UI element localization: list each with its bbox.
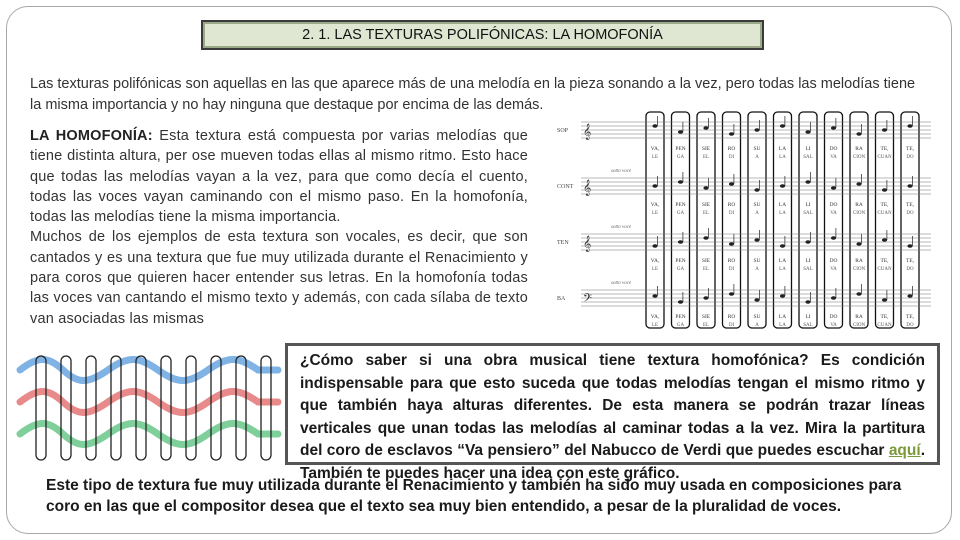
score-vertical-box bbox=[672, 112, 690, 328]
voice-label: BA bbox=[557, 296, 566, 302]
note-head bbox=[907, 184, 912, 188]
homophony-callout bbox=[285, 343, 940, 482]
music-score-image bbox=[555, 104, 935, 330]
lyric-syllable: EL bbox=[702, 323, 710, 328]
lyric-syllable: DO bbox=[906, 211, 914, 216]
note-head bbox=[882, 128, 887, 132]
note-head bbox=[907, 294, 912, 298]
lyric-syllable: VA bbox=[830, 267, 837, 272]
lyric-syllable: SIE bbox=[701, 314, 711, 320]
lyric-syllable: RA bbox=[855, 314, 863, 320]
clef-icon: 𝄞 bbox=[583, 236, 592, 252]
lyric-syllable: GA bbox=[676, 211, 685, 216]
lyric-syllable: LA bbox=[778, 258, 787, 264]
lyric-syllable: DO bbox=[906, 267, 914, 272]
lyric-syllable: SU bbox=[753, 146, 761, 152]
homofonia-heading: LA HOMOFONÍA: bbox=[30, 128, 153, 144]
lyric-syllable: LI bbox=[805, 314, 811, 320]
lyric-syllable: DI bbox=[728, 211, 735, 216]
lyric-syllable: GA bbox=[676, 155, 685, 160]
note-head bbox=[678, 240, 683, 244]
note-head bbox=[831, 186, 836, 190]
note-head bbox=[780, 244, 785, 248]
lyric-syllable: CION bbox=[852, 155, 866, 160]
homophony-wave-graphic bbox=[18, 350, 280, 468]
note-head bbox=[678, 130, 683, 134]
vertical-rhythm-lines bbox=[36, 356, 271, 460]
lyric-syllable: TE, bbox=[880, 314, 889, 320]
lyric-syllable: TE, bbox=[880, 146, 889, 152]
lyric-syllable: DO bbox=[829, 146, 838, 152]
lyric-syllable: SIE bbox=[701, 146, 711, 152]
audio-link[interactable]: aquí bbox=[888, 442, 921, 459]
lyric-syllable: LA bbox=[779, 267, 786, 272]
lyric-syllable: TE, bbox=[906, 146, 914, 152]
lyric-syllable: EL bbox=[702, 211, 710, 216]
lyric-syllable: DO bbox=[829, 258, 838, 264]
lyric-syllable: LA bbox=[779, 155, 786, 160]
lyric-syllable: RO bbox=[727, 314, 736, 320]
note-head bbox=[882, 188, 887, 192]
note-head bbox=[754, 188, 759, 192]
score-vertical-box bbox=[799, 112, 817, 328]
clef-icon: 𝄢 bbox=[583, 292, 593, 308]
lyric-syllable: SIE bbox=[701, 202, 711, 208]
note-head bbox=[805, 300, 810, 304]
lyric-syllable: LE bbox=[651, 211, 659, 216]
lyric-syllable: DO bbox=[829, 202, 838, 208]
note-head bbox=[831, 236, 836, 240]
lyric-syllable: SU bbox=[753, 314, 761, 320]
lyric-syllable: VA, bbox=[650, 146, 660, 152]
lyric-syllable: A bbox=[755, 211, 759, 216]
clef-icon: 𝄞 bbox=[583, 124, 592, 140]
note-head bbox=[729, 292, 734, 296]
note-head bbox=[780, 294, 785, 298]
note-head bbox=[703, 186, 708, 190]
slide-title-text: 2. 1. LAS TEXTURAS POLIFÓNICAS: LA HOMOFONÍA bbox=[302, 27, 663, 43]
note-head bbox=[754, 238, 759, 242]
lyric-syllable: SAL bbox=[803, 155, 813, 160]
lyric-syllable: RA bbox=[855, 258, 863, 264]
lyric-syllable: LI bbox=[805, 202, 811, 208]
lyric-syllable: TE, bbox=[906, 202, 914, 208]
tempo-mark: sotto voce bbox=[611, 169, 632, 174]
homofonia-column bbox=[30, 126, 528, 346]
note-head bbox=[831, 296, 836, 300]
lyric-syllable: DI bbox=[728, 155, 735, 160]
lyric-syllable: EL bbox=[702, 155, 710, 160]
voice-label: CONT bbox=[557, 184, 574, 190]
lyric-syllable: RO bbox=[727, 258, 736, 264]
lyric-syllable: SAL bbox=[803, 323, 813, 328]
lyric-syllable: CUAN bbox=[877, 267, 892, 272]
note-head bbox=[754, 298, 759, 302]
note-head bbox=[678, 180, 683, 184]
lyric-syllable: VA, bbox=[650, 314, 660, 320]
lyric-syllable: EL bbox=[702, 267, 710, 272]
lyric-syllable: VA bbox=[830, 211, 837, 216]
lyric-syllable: TE, bbox=[880, 258, 889, 264]
voice-label: TEN bbox=[557, 240, 569, 246]
note-head bbox=[703, 126, 708, 130]
callout-question: ¿Cómo saber si una obra musical tiene textura homofónica? bbox=[300, 352, 809, 369]
note-head bbox=[805, 180, 810, 184]
note-head bbox=[805, 240, 810, 244]
note-head bbox=[882, 238, 887, 242]
lyric-syllable: TE, bbox=[906, 314, 914, 320]
lyric-syllable: LA bbox=[779, 211, 786, 216]
lyric-syllable: SU bbox=[753, 202, 761, 208]
lyric-syllable: CION bbox=[852, 211, 866, 216]
score-vertical-box bbox=[697, 112, 715, 328]
lyric-syllable: CION bbox=[852, 323, 866, 328]
lyric-syllable: SIE bbox=[701, 258, 711, 264]
lyric-syllable: SAL bbox=[803, 267, 813, 272]
lyric-syllable: VA bbox=[830, 155, 837, 160]
note-head bbox=[678, 300, 683, 304]
lyric-syllable: CUAN bbox=[877, 155, 892, 160]
note-head bbox=[729, 242, 734, 246]
note-head bbox=[652, 244, 657, 248]
note-head bbox=[882, 298, 887, 302]
wave-line-green bbox=[20, 424, 278, 445]
voice-label: SOP bbox=[557, 128, 569, 134]
callout-text-2: . También te puedes hacer una idea con este gráfico. bbox=[300, 442, 925, 482]
lyric-syllable: PEN bbox=[675, 202, 686, 208]
note-head bbox=[652, 124, 657, 128]
tempo-mark: sotto voce bbox=[611, 281, 632, 286]
note-head bbox=[780, 124, 785, 128]
wave-line-blue bbox=[20, 360, 278, 381]
lyric-syllable: CION bbox=[852, 267, 866, 272]
lyric-syllable: A bbox=[755, 323, 759, 328]
lyric-syllable: GA bbox=[676, 323, 685, 328]
score-vertical-box bbox=[748, 112, 766, 328]
lyric-syllable: LA bbox=[778, 146, 787, 152]
lyric-syllable: LI bbox=[805, 258, 811, 264]
note-head bbox=[729, 132, 734, 136]
lyric-syllable: LE bbox=[651, 267, 659, 272]
note-head bbox=[856, 292, 861, 296]
slide-title bbox=[201, 20, 764, 50]
lyric-syllable: RO bbox=[727, 202, 736, 208]
lyric-syllable: LE bbox=[651, 155, 659, 160]
lyric-syllable: PEN bbox=[675, 314, 686, 320]
lyric-syllable: RO bbox=[727, 146, 736, 152]
lyric-syllable: PEN bbox=[675, 146, 686, 152]
note-head bbox=[652, 184, 657, 188]
lyric-syllable: TE, bbox=[880, 202, 889, 208]
note-head bbox=[831, 126, 836, 130]
lyric-syllable: VA, bbox=[650, 202, 660, 208]
tempo-mark: sotto voce bbox=[611, 225, 632, 230]
lyric-syllable: CUAN bbox=[877, 211, 892, 216]
lyric-syllable: DI bbox=[728, 267, 735, 272]
lyric-syllable: DO bbox=[906, 323, 914, 328]
lyric-syllable: A bbox=[755, 155, 759, 160]
lyric-syllable: DO bbox=[829, 314, 838, 320]
note-head bbox=[703, 236, 708, 240]
homofonia-paragraph-1 bbox=[30, 126, 528, 227]
note-head bbox=[907, 244, 912, 248]
score-vertical-box bbox=[825, 112, 843, 328]
lyric-syllable: RA bbox=[855, 202, 863, 208]
lyric-syllable: SU bbox=[753, 258, 761, 264]
intro-paragraph: Las texturas polifónicas son aquellas en las que aparece más de una melodía en la pieza sonando a la vez, pero todas las melodías tiene la misma importancia y no hay ninguna que destaque por encima de las demás. bbox=[30, 76, 916, 113]
note-head bbox=[856, 242, 861, 246]
note-head bbox=[856, 132, 861, 136]
callout-text-1: Es condición indispensable para que esto suceda que todas melodías tengan el mismo ritmo y que también haya alturas diferentes. De esta manera se podrán trazar líneas verticales que unan todas las melodías al caminar todas a la vez. Mira la partitura del coro de esclavos “Va pensiero” del Nabucco de Verdi que puedes escuchar bbox=[300, 352, 926, 459]
lyric-syllable: LA bbox=[779, 323, 786, 328]
note-head bbox=[780, 184, 785, 188]
lyric-syllable: DO bbox=[906, 155, 914, 160]
note-head bbox=[907, 124, 912, 128]
lyric-syllable: LE bbox=[651, 323, 659, 328]
lyric-syllable: LI bbox=[805, 146, 811, 152]
note-head bbox=[703, 296, 708, 300]
lyric-syllable: A bbox=[755, 267, 759, 272]
lyric-syllable: VA bbox=[830, 323, 837, 328]
homofonia-body-1: Esta textura está compuesta por varias melodías que tiene distinta altura, per ose mueven todas ellas al mismo ritmo. Esto hace que todas las melodías vayan a la vez, para que como decía el cuento, todas las voces vayan caminando con el mismo paso. En la homofonía, todas las melodías tiene la misma importancia. bbox=[30, 128, 528, 226]
lyric-syllable: VA, bbox=[650, 258, 660, 264]
footer-paragraph: Este tipo de textura fue muy utilizada durante el Renacimiento y también ha sido muy usada en composiciones para coro en las que el compositor desea que el texto sea muy bien entendido, a pesar de la pluralidad de voces. bbox=[46, 477, 902, 515]
note-head bbox=[754, 128, 759, 132]
lyric-syllable: SAL bbox=[803, 211, 813, 216]
lyric-syllable: RA bbox=[855, 146, 863, 152]
clef-icon: 𝄞 bbox=[583, 180, 592, 196]
score-vertical-box bbox=[876, 112, 894, 328]
note-head bbox=[652, 294, 657, 298]
homofonia-paragraph-2: Muchos de los ejemplos de esta textura son vocales, es decir, que son cantados y es una textura que fue muy utilizada durante el Renacimiento y para coros que quieren hacer entender sus letras. En la homofonía todas las voces van cantando el mismo texto y además, con cada sílaba de texto van asociadas las mismas bbox=[30, 229, 528, 327]
lyric-syllable: PEN bbox=[675, 258, 686, 264]
lyric-syllable: CUAN bbox=[877, 323, 892, 328]
lyric-syllable: TE, bbox=[906, 258, 914, 264]
lyric-syllable: LA bbox=[778, 314, 787, 320]
lyric-syllable: DI bbox=[728, 323, 735, 328]
wave-line-red bbox=[20, 392, 278, 413]
note-head bbox=[856, 182, 861, 186]
note-head bbox=[805, 130, 810, 134]
lyric-syllable: LA bbox=[778, 202, 787, 208]
lyric-syllable: GA bbox=[676, 267, 685, 272]
note-head bbox=[729, 182, 734, 186]
